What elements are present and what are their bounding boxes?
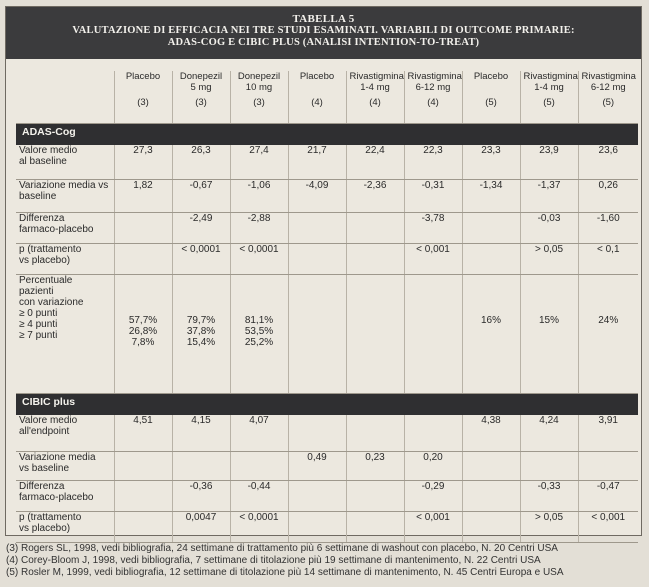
section-title: CIBIC plus: [16, 394, 638, 416]
table-cell: [172, 452, 230, 481]
row-label: [16, 213, 114, 244]
table-cell: 0,49: [288, 452, 346, 481]
col-header: Placebo (4): [288, 71, 346, 124]
cell-value: 7,8%: [131, 337, 155, 348]
table-panel: [5, 6, 642, 536]
row-label-line: ≥ 7 punti: [19, 330, 58, 341]
table-cell: [462, 452, 520, 481]
table-cell: [288, 415, 346, 452]
table-cell: 0,26: [578, 180, 638, 213]
footnote: (4) Corey-Bloom J, 1998, vedi bibliografia, 7 settimane di titolazione più 19 settimane di mantenimento, N. 22 Centri USA: [6, 555, 541, 566]
table-cell: 23,9: [520, 145, 578, 180]
row-label-line: al baseline: [19, 156, 67, 167]
table-cell: 0,0047: [172, 512, 230, 543]
row-label-line: vs placebo): [19, 255, 71, 266]
cell-value: 79,7%: [186, 315, 216, 326]
header-corner: [16, 71, 114, 124]
table-cell: 4,07: [230, 415, 288, 452]
table-row: [16, 415, 638, 452]
table-cell: [462, 481, 520, 512]
table-row: [16, 275, 638, 394]
col-header: Rivastigmina 1-4 mg (5): [520, 71, 578, 124]
table-cell: [288, 244, 346, 275]
table-cell: -0,29: [404, 481, 462, 512]
table-cell: 27,3: [114, 145, 172, 180]
table-cell: -2,88: [230, 213, 288, 244]
table-cell: -1,60: [578, 213, 638, 244]
table-title: [6, 7, 641, 59]
efficacy-table: [16, 71, 638, 543]
table-cell: [578, 275, 638, 394]
row-label-line: con variazione: [19, 297, 84, 308]
table-cell: < 0,0001: [230, 244, 288, 275]
table-cell: [520, 452, 578, 481]
table-cell: [578, 452, 638, 481]
cell-value: 57,7%: [128, 315, 158, 326]
row-label-line: p (trattamento: [19, 244, 82, 255]
row-label-line: Variazione media: [19, 452, 96, 463]
row-label-line: all'endpoint: [19, 426, 70, 437]
row-label-line: Percentuale: [19, 275, 73, 286]
table-cell: [404, 275, 462, 394]
table-row: [16, 244, 638, 275]
table-cell: -0,44: [230, 481, 288, 512]
table-cell: [230, 275, 288, 394]
table-cell: -0,36: [172, 481, 230, 512]
table-cell: > 0,05: [520, 512, 578, 543]
table-cell: [346, 213, 404, 244]
table-cell: 0,20: [404, 452, 462, 481]
table-number: TABELLA 5: [292, 13, 355, 25]
row-label: [16, 180, 114, 213]
table-row: [16, 180, 638, 213]
table-cell: [462, 275, 520, 394]
table-title-line-1: VALUTAZIONE DI EFFICACIA NEI TRE STUDI ESAMINATI. VARIABILI DI OUTCOME PRIMARIE:: [72, 25, 575, 36]
row-label-line: Valore medio: [19, 145, 78, 156]
col-header: Rivastigmina 6-12 mg (4): [404, 71, 462, 124]
row-label-line: vs baseline: [19, 463, 70, 474]
row-label-line: Differenza: [19, 213, 65, 224]
row-label-line: Differenza: [19, 481, 65, 492]
table-cell: < 0,001: [404, 512, 462, 543]
table-row: [16, 452, 638, 481]
table-cell: < 0,001: [578, 512, 638, 543]
table-cell: > 0,05: [520, 244, 578, 275]
col-header: Placebo (3): [114, 71, 172, 124]
row-label-line: farmaco-placebo: [19, 224, 94, 235]
row-label-line: ≥ 4 punti: [19, 319, 58, 330]
table-cell: < 0,001: [404, 244, 462, 275]
footnotes: [6, 543, 646, 579]
table-cell: -0,03: [520, 213, 578, 244]
table-row: [16, 145, 638, 180]
table-cell: [172, 275, 230, 394]
table-cell: [114, 452, 172, 481]
table-cell: [114, 512, 172, 543]
table-cell: [520, 275, 578, 394]
table-cell: 1,82: [114, 180, 172, 213]
table-cell: 26,3: [172, 145, 230, 180]
table-cell: -2,36: [346, 180, 404, 213]
table-cell: 23,6: [578, 145, 638, 180]
row-label: [16, 481, 114, 512]
row-label: [16, 145, 114, 180]
table-cell: [346, 415, 404, 452]
cell-value: 81,1%: [244, 315, 274, 326]
col-header: Rivastigmina 1-4 mg (4): [346, 71, 404, 124]
table-cell: -1,34: [462, 180, 520, 213]
table-cell: 22,3: [404, 145, 462, 180]
footnote: (5) Rosler M, 1999, vedi bibliografia, 12 settimane di titolazione più 14 settimane di mantenimento, N. 45 Centri Europa e USA: [6, 567, 564, 578]
table-cell: 4,38: [462, 415, 520, 452]
section-title: ADAS-Cog: [16, 124, 638, 146]
table-cell: -2,49: [172, 213, 230, 244]
table-cell: [288, 512, 346, 543]
table-cell: [288, 275, 346, 394]
row-label-line: pazienti: [19, 286, 54, 297]
table-cell: [462, 244, 520, 275]
table-cell: < 0,0001: [172, 244, 230, 275]
table-cell: 22,4: [346, 145, 404, 180]
table-cell: [288, 213, 346, 244]
cell-value: 15%: [538, 315, 559, 326]
table-cell: -3,78: [404, 213, 462, 244]
row-label-line: ≥ 0 punti: [19, 308, 58, 319]
table-cell: [114, 213, 172, 244]
col-header: Rivastigmina 6-12 mg (5): [578, 71, 638, 124]
table-cell: [230, 452, 288, 481]
row-label-line: vs placebo): [19, 523, 71, 534]
table-cell: 0,23: [346, 452, 404, 481]
table-cell: 27,4: [230, 145, 288, 180]
header-row: [16, 71, 638, 124]
table-row: [16, 512, 638, 543]
table-cell: [346, 275, 404, 394]
table-row: [16, 481, 638, 512]
row-label-line: farmaco-placebo: [19, 492, 94, 503]
cell-value: 25,2%: [244, 337, 274, 348]
table-cell: [346, 512, 404, 543]
table-cell: < 0,0001: [230, 512, 288, 543]
row-label: [16, 275, 114, 394]
table-cell: -0,33: [520, 481, 578, 512]
row-label-line: p (trattamento: [19, 512, 82, 523]
table-cell: 4,51: [114, 415, 172, 452]
section-cibic-plus: [16, 394, 638, 416]
row-label: [16, 415, 114, 452]
table-title-line-2: ADAS-COG E CIBIC PLUS (ANALISI INTENTION-TO-TREAT): [167, 37, 480, 48]
table-cell: -0,31: [404, 180, 462, 213]
table-cell: 4,15: [172, 415, 230, 452]
cell-value: 37,8%: [186, 326, 216, 337]
table-cell: 21,7: [288, 145, 346, 180]
section-adas-cog: [16, 124, 638, 146]
table-cell: -4,09: [288, 180, 346, 213]
table-row: [16, 213, 638, 244]
row-label: [16, 452, 114, 481]
cell-value: 26,8%: [128, 326, 158, 337]
table-cell: [462, 512, 520, 543]
col-header: Donepezil 5 mg (3): [172, 71, 230, 124]
cell-value: 15,4%: [186, 337, 216, 348]
table-cell: [114, 481, 172, 512]
table-cell: 23,3: [462, 145, 520, 180]
table-cell: [404, 415, 462, 452]
row-label-line: Valore medio: [19, 415, 78, 426]
table-cell: -1,06: [230, 180, 288, 213]
table-cell: [462, 213, 520, 244]
table-cell: -1,37: [520, 180, 578, 213]
table-cell: [114, 244, 172, 275]
row-label-line: baseline: [19, 191, 57, 202]
row-label: [16, 512, 114, 543]
table-cell: -0,47: [578, 481, 638, 512]
table-cell: < 0,1: [578, 244, 638, 275]
table-cell: [114, 275, 172, 394]
row-label-line: Variazione media vs: [19, 180, 109, 191]
cell-value: 53,5%: [244, 326, 274, 337]
col-header: Placebo (5): [462, 71, 520, 124]
table-cell: 4,24: [520, 415, 578, 452]
table-cell: [346, 244, 404, 275]
cell-value: 24%: [598, 315, 619, 326]
table-cell: 3,91: [578, 415, 638, 452]
table-cell: [288, 481, 346, 512]
cell-value: 16%: [480, 315, 501, 326]
table-cell: [346, 481, 404, 512]
row-label: [16, 244, 114, 275]
col-header: Donepezil 10 mg (3): [230, 71, 288, 124]
footnote: (3) Rogers SL, 1998, vedi bibliografia, 24 settimane di trattamento più 6 settimane di washout con placebo, N. 20 Centri USA: [6, 543, 558, 554]
table-cell: -0,67: [172, 180, 230, 213]
